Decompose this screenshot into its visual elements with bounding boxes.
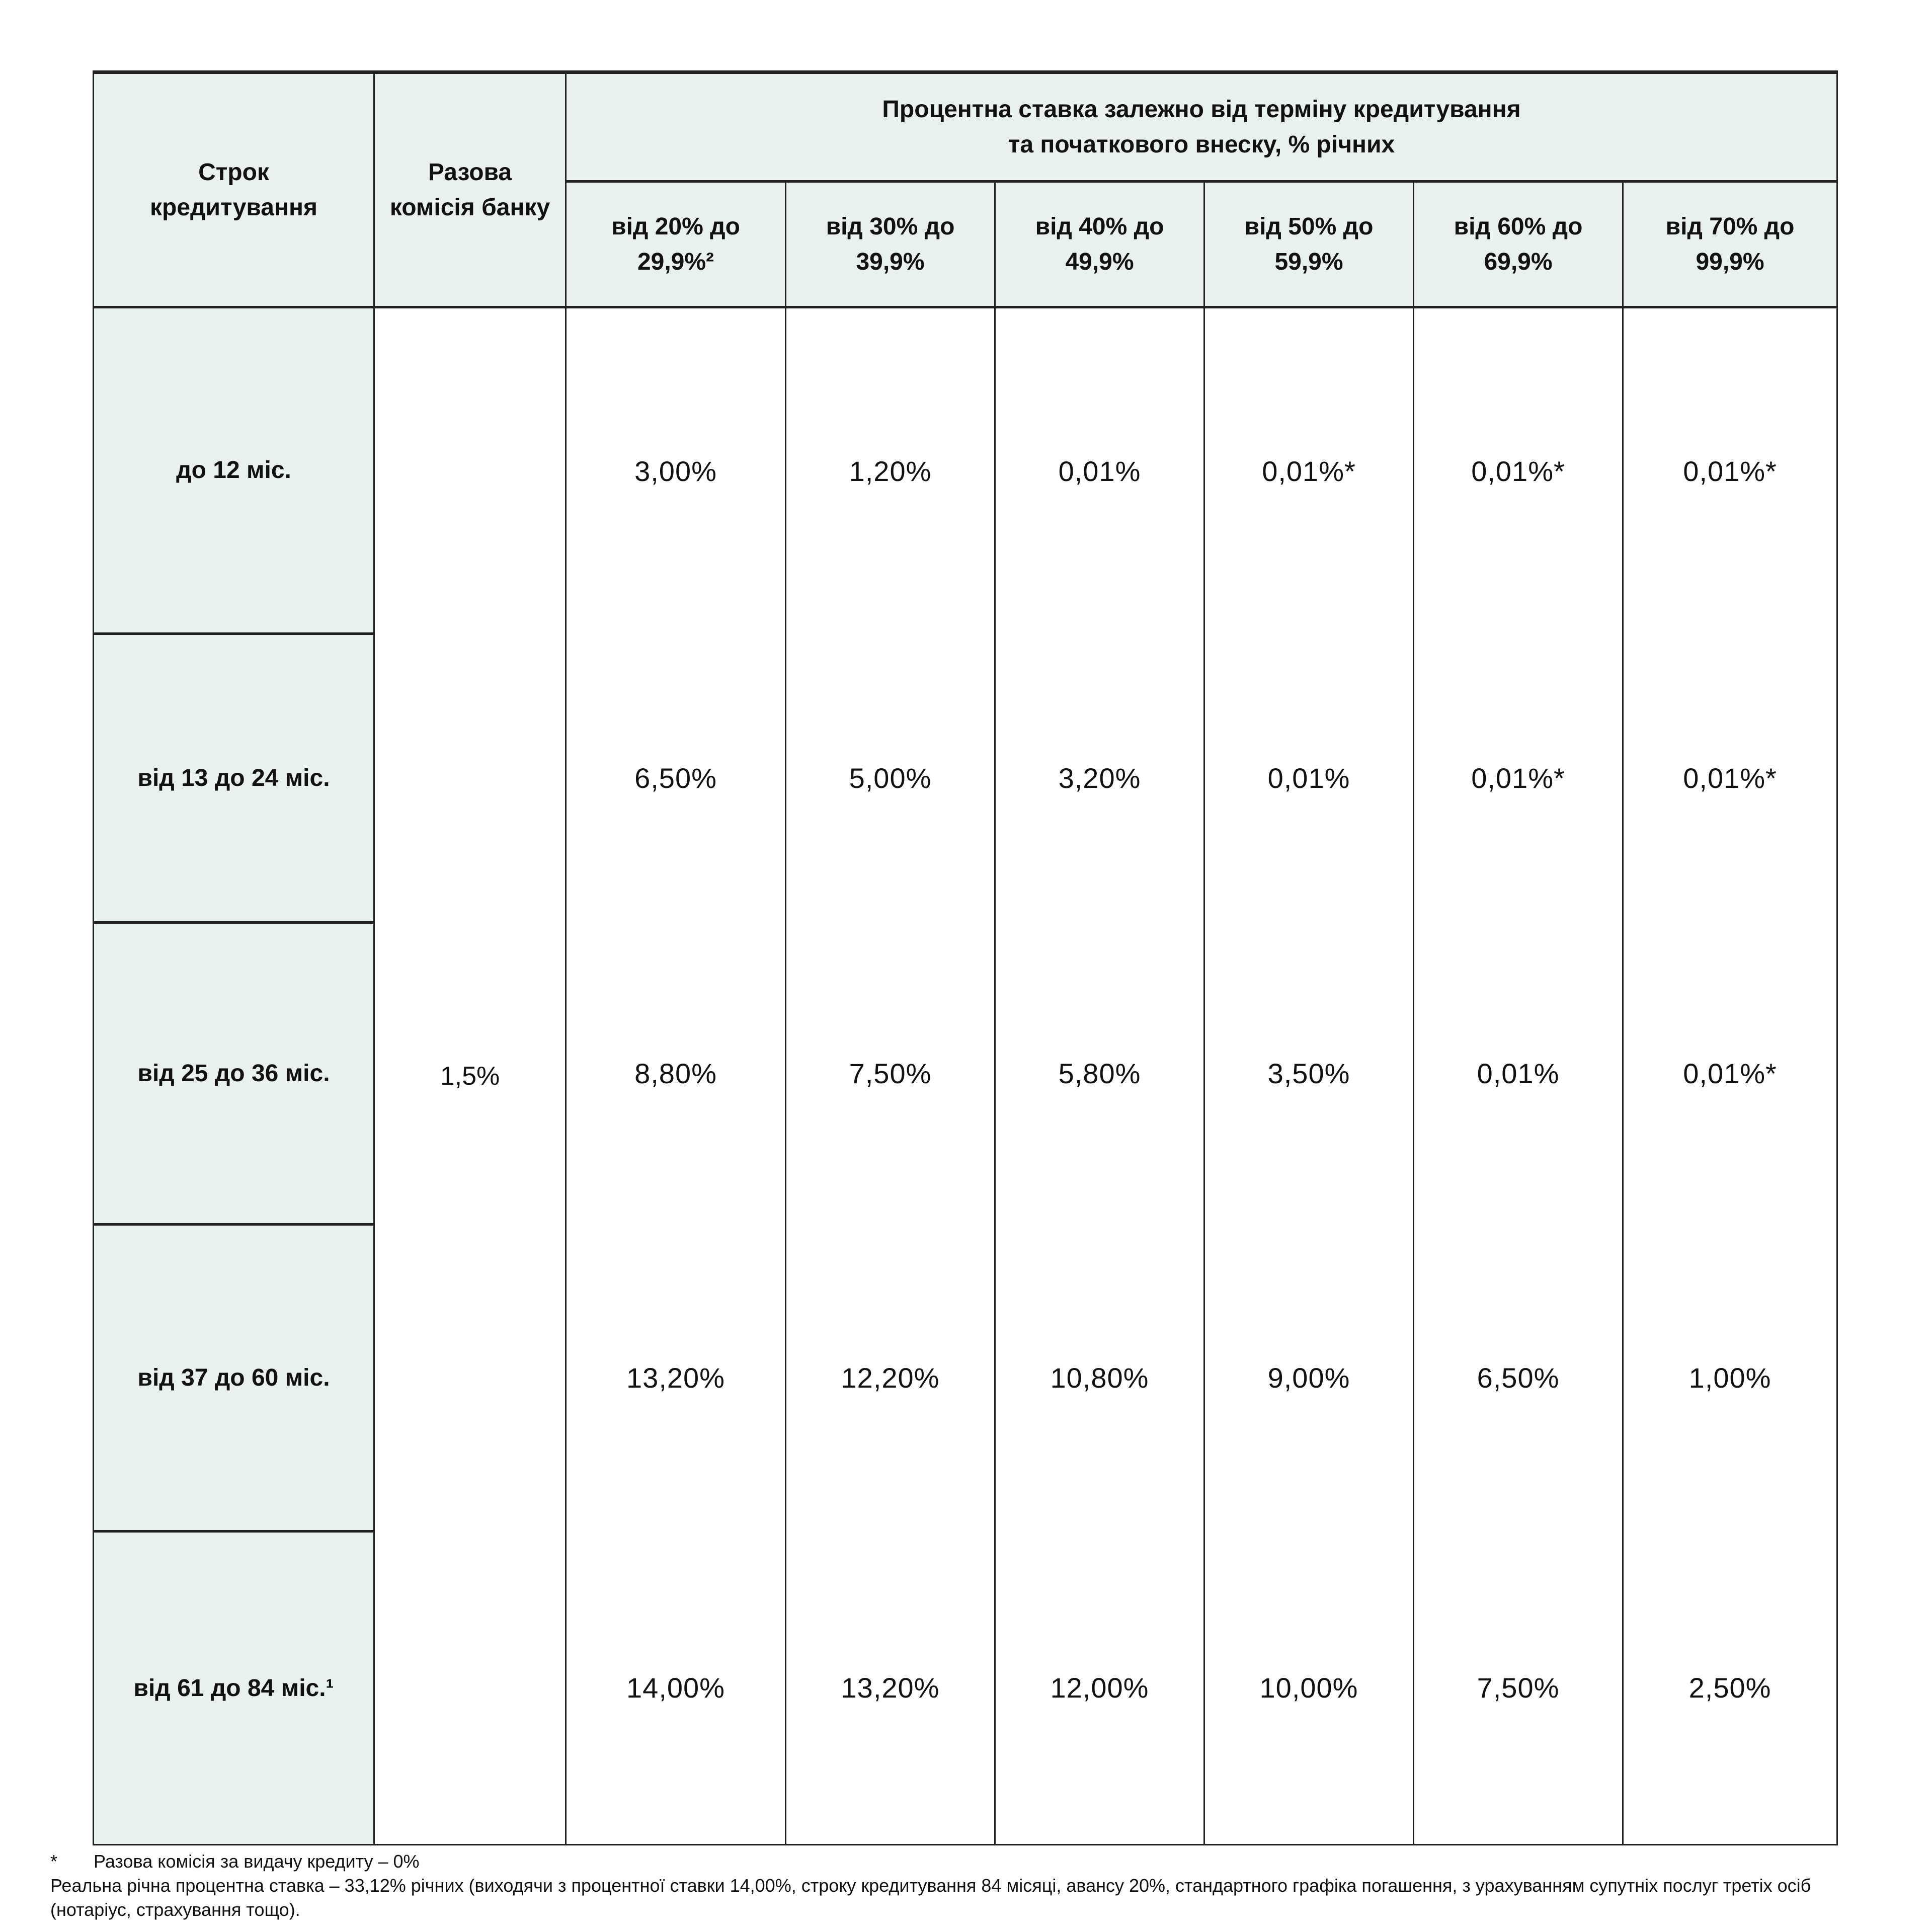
- footnotes: [50, 1849, 1897, 1922]
- down-payment-header-70: від 70% до 99,9%: [1623, 182, 1837, 307]
- rate-cell: 3,50%: [1204, 923, 1414, 1225]
- rate-cell: 7,50%: [786, 923, 995, 1225]
- rate-cell: 3,20%: [995, 634, 1204, 923]
- rate-cell: 6,50%: [1414, 1225, 1623, 1532]
- rate-header-line1: Процентна ставка залежно від терміну кредитування: [882, 96, 1521, 123]
- down-payment-header-40: від 40% до 49,9%: [995, 182, 1204, 307]
- rate-cell: 10,00%: [1204, 1532, 1414, 1845]
- rate-cell: 0,01%*: [1204, 307, 1414, 634]
- term-cell: від 25 до 36 міс.: [94, 923, 374, 1225]
- rate-cell: 6,50%: [566, 634, 786, 923]
- rate-cell: 0,01%: [995, 307, 1204, 634]
- footnote-asterisk-line: [50, 1849, 1897, 1874]
- rate-cell: 5,80%: [995, 923, 1204, 1225]
- rate-cell: 10,80%: [995, 1225, 1204, 1532]
- down-payment-header-20: від 20% до 29,9%²: [566, 182, 786, 307]
- rate-cell: 7,50%: [1414, 1532, 1623, 1845]
- rate-cell: 0,01%*: [1414, 634, 1623, 923]
- rate-cell: 14,00%: [566, 1532, 786, 1845]
- term-header-line2: кредитування: [150, 194, 317, 221]
- rate-cell: 0,01%*: [1623, 923, 1837, 1225]
- rate-cell: 13,20%: [566, 1225, 786, 1532]
- rate-group-header: [566, 72, 1837, 182]
- commission-value-cell: 1,5%: [374, 307, 566, 1845]
- rate-header-line2: та початкового внеску, % річних: [1008, 131, 1395, 158]
- down-payment-header-30: від 30% до 39,9%: [786, 182, 995, 307]
- term-header-line1: Строк: [198, 158, 269, 186]
- term-cell: від 61 до 84 міс.¹: [94, 1532, 374, 1845]
- commission-header-line2: комісія банку: [389, 194, 550, 221]
- footnote-real-rate: Реальна річна процентна ставка – 33,12% річних (виходячи з процентної ставки 14,00%, строку кредитування 84 місяці, авансу 20%, стандартного графіка погашення, з урахуванням супутніх послуг третіх осіб (нотаріус, страхування тощо).: [50, 1875, 1811, 1920]
- rate-cell: 9,00%: [1204, 1225, 1414, 1532]
- footnote-asterisk-text: Разова комісія за видачу кредиту – 0%: [94, 1851, 420, 1872]
- term-cell: до 12 міс.: [94, 307, 374, 634]
- term-cell: від 37 до 60 міс.: [94, 1225, 374, 1532]
- rate-cell: 8,80%: [566, 923, 786, 1225]
- commission-column-header: [374, 72, 566, 307]
- footnote-asterisk: *: [50, 1851, 58, 1872]
- commission-header-line1: Разова: [428, 158, 512, 186]
- rate-cell: 0,01%*: [1623, 307, 1837, 634]
- rate-cell: 0,01%*: [1414, 307, 1623, 634]
- term-column-header: [94, 72, 374, 307]
- credit-rates-table: [93, 70, 1838, 1845]
- rate-cell: 0,01%: [1204, 634, 1414, 923]
- rate-cell: 5,00%: [786, 634, 995, 923]
- rate-cell: 12,20%: [786, 1225, 995, 1532]
- rate-cell: 1,00%: [1623, 1225, 1837, 1532]
- rate-cell: 1,20%: [786, 307, 995, 634]
- rate-cell: 0,01%*: [1623, 634, 1837, 923]
- rate-cell: 0,01%: [1414, 923, 1623, 1225]
- down-payment-header-50: від 50% до 59,9%: [1204, 182, 1414, 307]
- rate-cell: 13,20%: [786, 1532, 995, 1845]
- term-cell: від 13 до 24 міс.: [94, 634, 374, 923]
- rate-cell: 2,50%: [1623, 1532, 1837, 1845]
- rate-cell: 12,00%: [995, 1532, 1204, 1845]
- rate-cell: 3,00%: [566, 307, 786, 634]
- down-payment-header-60: від 60% до 69,9%: [1414, 182, 1623, 307]
